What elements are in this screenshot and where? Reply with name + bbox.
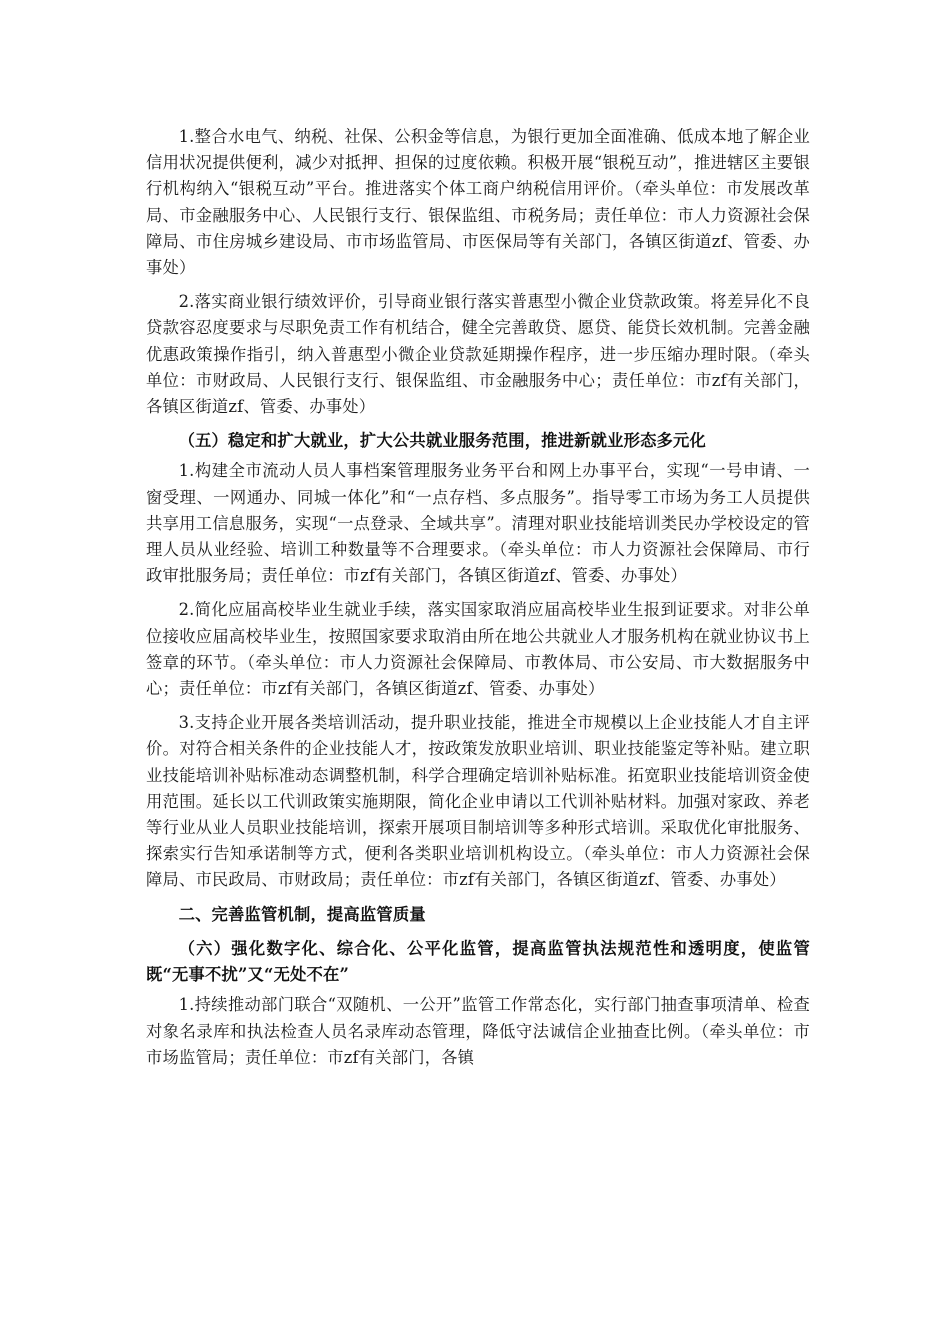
paragraph-double-random-inspection: 1.持续推动部门联合“双随机、一公开”监管工作常态化，实行部门抽查事项清单、检查对象名录库和执法检查人员名录库动态管理，降低守法诚信企业抽查比例。（牵头单位：市市场监管局；责任单位：市zf有关部门，各镇: [146, 995, 810, 1067]
section-heading-employment: （五）稳定和扩大就业，扩大公共就业服务范围，推进新就业形态多元化: [178, 431, 706, 451]
paragraph-personnel-archives: 1.构建全市流动人员人事档案管理服务业务平台和网上办事平台，实现“一号申请、一窗受理、一网通办、同城一体化”和“一点存档、多点服务”。指导零工市场为务工人员提供共享用工信息服务，实现“一点登录、全域共享”。清理对职业技能培训类民办学校设定的管理人员从业经验、培训工种数量等不合理要求。（牵头单位：市人力资源社会保障局、市行政审批服务局；责任单位：市zf有关部门，各镇区街道zf、管委、办事处）: [146, 461, 810, 586]
paragraph-financing-credit-info: 1.整合水电气、纳税、社保、公积金等信息，为银行更加全面准确、低成本地了解企业信用状况提供便利，减少对抵押、担保的过度依赖。积极开展“银税互动”，推进辖区主要银行机构纳入“银税互动”平台。推进落实个体工商户纳税信用评价。（牵头单位：市发展改革局、市金融服务中心、人民银行支行、银保监组、市税务局；责任单位：市人力资源社会保障局、市住房城乡建设局、市市场监管局、市医保局等有关部门，各镇区街道zf、管委、办事处）: [146, 127, 810, 278]
paragraph-bank-performance: 2.落实商业银行绩效评价，引导商业银行落实普惠型小微企业贷款政策。将差异化不良贷款容忍度要求与尽职免责工作有机结合，健全完善敢贷、愿贷、能贷长效机制。完善金融优惠政策操作指引，纳入普惠型小微企业贷款延期操作程序，进一步压缩办理时限。（牵头单位：市财政局、人民银行支行、银保监组、市金融服务中心；责任单位：市zf有关部门，各镇区街道zf、管委、办事处）: [146, 292, 810, 417]
chapter-heading-supervision: 二、完善监管机制，提高监管质量: [178, 904, 426, 924]
paragraph-vocational-training: 3.支持企业开展各类培训活动，提升职业技能，推进全市规模以上企业技能人才自主评价。对符合相关条件的企业技能人才，按政策发放职业培训、职业技能鉴定等补贴。建立职业技能培训补贴标准动态调整机制，科学合理确定培训补贴标准。拓宽职业技能培训资金使用范围。延长以工代训政策实施期限，简化企业申请以工代训补贴材料。加强对家政、养老等行业从业人员职业技能培训，探索开展项目制培训等多种形式培训。采取优化审批服务、探索实行告知承诺制等方式，便利各类职业培训机构设立。（牵头单位：市人力资源社会保障局、市民政局、市财政局；责任单位：市zf有关部门，各镇区街道zf、管委、办事处）: [146, 713, 810, 890]
section-heading-digital-supervision: （六）强化数字化、综合化、公平化监管，提高监管执法规范性和透明度，使监管既“无事不扰”又“无处不在”: [146, 938, 810, 985]
document-body: [146, 124, 810, 1071]
paragraph-graduate-employment: 2.简化应届高校毕业生就业手续，落实国家取消应届高校毕业生报到证要求。对非公单位接收应届高校毕业生，按照国家要求取消由所在地公共就业人才服务机构在就业协议书上签章的环节。（牵头单位：市人力资源社会保障局、市教体局、市公安局、市大数据服务中心；责任单位：市zf有关部门，各镇区街道zf、管委、办事处）: [146, 600, 810, 699]
